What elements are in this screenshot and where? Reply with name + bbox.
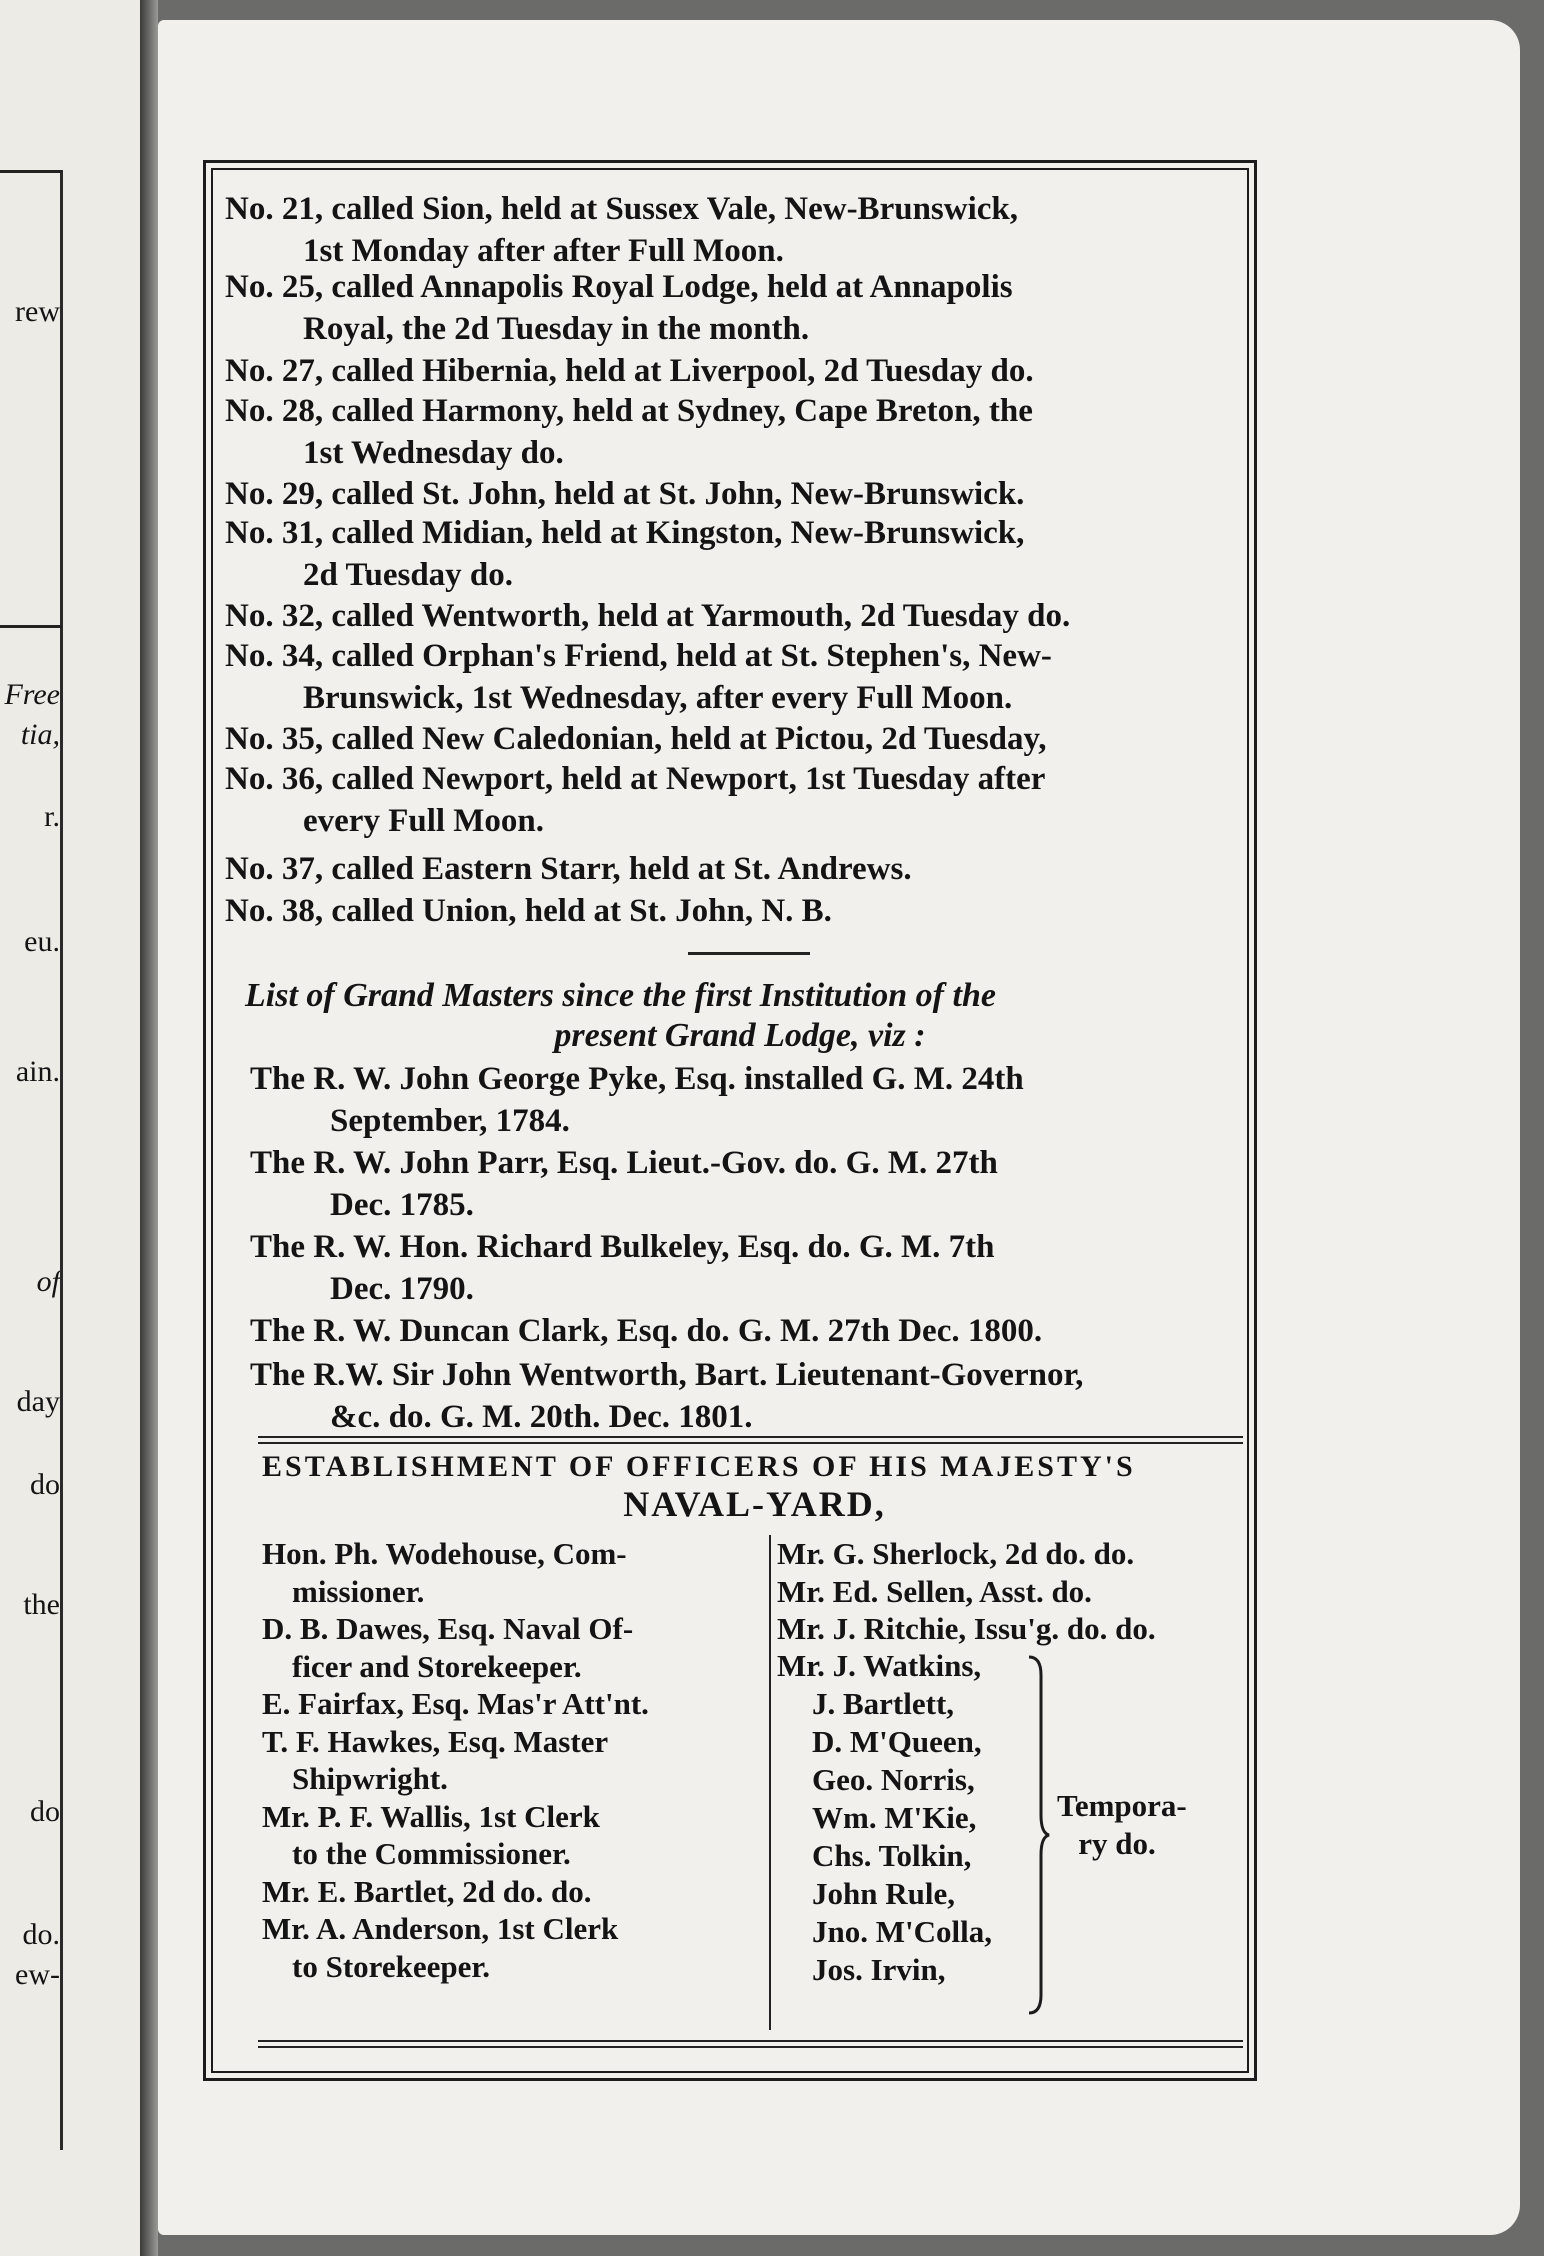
section-double-rule <box>258 1436 1243 1438</box>
officer-entry <box>262 1723 762 1798</box>
grand-master-entry <box>250 1310 1250 1352</box>
lodge-entry <box>225 350 1235 392</box>
left-page-rule <box>0 170 62 173</box>
grand-masters-heading <box>245 976 1235 1056</box>
column-divider <box>769 1535 771 2030</box>
left-page-fragment: tia, <box>20 718 60 751</box>
left-page-fragment: rew <box>15 295 60 328</box>
grand-master-continuation: September, 1784. <box>330 1103 570 1139</box>
officer-continuation: to the Commissioner. <box>292 1836 571 1871</box>
grand-master-line: The R. W. Duncan Clark, Esq. do. G. M. 27th Dec. 1800. <box>250 1313 1043 1349</box>
grand-master-entry <box>250 1058 1250 1142</box>
officer-line: Hon. Ph. Wodehouse, Com- <box>262 1536 627 1571</box>
lodge-entry-line: No. 21, called Sion, held at Sussex Vale, New-Brunswick, <box>225 191 1019 227</box>
grand-master-entry <box>250 1142 1250 1226</box>
officer-line: Mr. J. Ritchie, Issu'g. do. do. <box>777 1611 1156 1646</box>
temporary-officer: J. Bartlett, <box>812 1686 955 1721</box>
temporary-officer: Jos. Irvin, <box>812 1952 946 1987</box>
officer-line: E. Fairfax, Esq. Mas'r Att'nt. <box>262 1686 649 1721</box>
temporary-officer: Jno. M'Colla, <box>812 1914 992 1949</box>
book-gutter <box>140 0 158 2256</box>
lodge-entry <box>225 512 1235 596</box>
officer-entry <box>262 1873 762 1911</box>
grand-master-continuation: Dec. 1790. <box>330 1271 474 1307</box>
left-page-fragment: do <box>30 1468 60 1501</box>
lodge-entry-line: No. 29, called St. John, held at St. John, New-Brunswick. <box>225 476 1025 512</box>
lodge-entry-line: No. 36, called Newport, held at Newport, 1st Tuesday after <box>225 761 1046 797</box>
left-page-fragment: the <box>23 1588 60 1621</box>
left-page-fragment: ew- <box>15 1958 60 1991</box>
officer-line: T. F. Hawkes, Esq. Master <box>262 1723 609 1759</box>
lodge-entry-continuation: Royal, the 2d Tuesday in the month. <box>303 311 810 347</box>
lodge-entry <box>225 473 1235 515</box>
grand-masters-heading-line: present Grand Lodge, viz : <box>554 1017 926 1054</box>
curly-brace <box>1027 1655 1051 2015</box>
officer-entry <box>262 1610 762 1685</box>
left-page-fragment: of <box>36 1265 60 1298</box>
temporary-officer: Chs. Tolkin, <box>812 1838 972 1873</box>
officer-entry <box>262 1535 762 1610</box>
section-divider <box>688 952 810 955</box>
officer-continuation: to Storekeeper. <box>292 1948 491 1984</box>
bottom-double-rule <box>258 2040 1243 2042</box>
grand-master-line: The R. W. John George Pyke, Esq. installed G. M. 24th <box>250 1061 1024 1097</box>
officer-line: Mr. A. Anderson, 1st Clerk <box>262 1911 619 1946</box>
left-page-fragment: Free <box>4 678 60 711</box>
grand-master-line: The R.W. Sir John Wentworth, Bart. Lieutenant-Governor, <box>250 1357 1084 1393</box>
grand-masters-heading-line: List of Grand Masters since the first Institution of the <box>245 977 996 1014</box>
lodge-entry <box>225 595 1235 637</box>
left-page-edge <box>0 0 140 2256</box>
grand-master-line: The R. W. John Parr, Esq. Lieut.-Gov. do. G. M. 27th <box>250 1145 998 1181</box>
officers-table <box>262 1535 1247 2035</box>
lodge-entry <box>225 718 1235 760</box>
temporary-officer: Mr. J. Watkins, <box>777 1648 982 1683</box>
left-page-rule <box>0 625 62 628</box>
lodge-entry-line: No. 31, called Midian, held at Kingston, New-Brunswick, <box>225 515 1025 551</box>
temporary-officer: Geo. Norris, <box>812 1762 975 1797</box>
lodge-entry-continuation: 1st Monday after after Full Moon. <box>303 233 784 269</box>
officer-line: Mr. G. Sherlock, 2d do. do. <box>777 1536 1135 1571</box>
lodge-entry <box>225 188 1235 272</box>
officer-continuation: ficer and Storekeeper. <box>292 1648 582 1684</box>
lodge-entry-line: No. 37, called Eastern Starr, held at St. Andrews. <box>225 851 912 887</box>
temporary-officer: D. M'Queen, <box>812 1724 982 1759</box>
grand-master-continuation: Dec. 1785. <box>330 1187 474 1223</box>
officers-right-column <box>777 1535 1247 1648</box>
officer-line: Mr. P. F. Wallis, 1st Clerk <box>262 1798 600 1834</box>
grand-master-line: The R. W. Hon. Richard Bulkeley, Esq. do. G. M. 7th <box>250 1229 995 1265</box>
establishment-subheading: NAVAL-YARD, <box>623 1484 886 1524</box>
lodge-entry-line: No. 28, called Harmony, held at Sydney, Cape Breton, the <box>225 393 1033 429</box>
temporary-officer: Wm. M'Kie, <box>812 1800 977 1835</box>
officer-continuation: Shipwright. <box>292 1761 448 1796</box>
officer-line: D. B. Dawes, Esq. Naval Of- <box>262 1611 634 1646</box>
lodge-entry <box>225 758 1235 842</box>
lodge-entry <box>225 390 1235 474</box>
lodge-entry <box>225 266 1235 350</box>
officer-continuation: missioner. <box>292 1573 425 1609</box>
lodge-entry-continuation: 2d Tuesday do. <box>303 557 514 593</box>
lodge-entry-line: No. 38, called Union, held at St. John, N. B. <box>225 893 832 929</box>
left-page-fragment: ain. <box>15 1055 60 1088</box>
lodge-entry <box>225 890 1235 932</box>
establishment-heading: ESTABLISHMENT OF OFFICERS OF HIS MAJESTY'S <box>262 1450 1136 1483</box>
grand-master-entry <box>250 1354 1250 1438</box>
left-column-rule <box>60 170 63 2150</box>
temporary-officers-list <box>777 1647 1037 1989</box>
lodge-entry-line: No. 25, called Annapolis Royal Lodge, held at Annapolis <box>225 269 1013 305</box>
lodge-entry <box>225 848 1235 890</box>
temporary-label <box>1057 1787 1187 1863</box>
lodge-entry-continuation: every Full Moon. <box>303 803 545 839</box>
left-page-fragment: day <box>16 1385 60 1418</box>
temporary-label-line: Tempora- <box>1057 1788 1187 1823</box>
lodge-entry-line: No. 34, called Orphan's Friend, held at St. Stephen's, New- <box>225 638 1052 674</box>
temporary-officer: John Rule, <box>812 1876 955 1911</box>
lodge-entry <box>225 635 1235 719</box>
left-page-fragment: r. <box>44 800 60 833</box>
lodge-entry-continuation: Brunswick, 1st Wednesday, after every Full Moon. <box>303 680 1013 716</box>
lodge-entry-line: No. 35, called New Caledonian, held at Pictou, 2d Tuesday, <box>225 721 1047 757</box>
left-page-fragment: eu. <box>24 925 60 958</box>
lodge-entry-line: No. 27, called Hibernia, held at Liverpool, 2d Tuesday do. <box>225 353 1034 389</box>
lodge-entry-line: No. 32, called Wentworth, held at Yarmouth, 2d Tuesday do. <box>225 598 1071 634</box>
grand-master-entry <box>250 1226 1250 1310</box>
officer-line: Mr. Ed. Sellen, Asst. do. <box>777 1573 1092 1609</box>
left-page-fragment: do. <box>22 1918 60 1951</box>
officer-entry <box>262 1685 762 1723</box>
officer-line: Mr. E. Bartlet, 2d do. do. <box>262 1873 592 1909</box>
temporary-label-line: ry do. <box>1078 1826 1156 1861</box>
officers-left-column <box>262 1535 762 1985</box>
grand-master-continuation: &c. do. G. M. 20th. Dec. 1801. <box>330 1399 753 1435</box>
lodge-entry-continuation: 1st Wednesday do. <box>303 435 564 471</box>
officer-entry <box>262 1798 762 1873</box>
officer-entry <box>262 1910 762 1985</box>
left-page-fragment: do <box>30 1795 60 1828</box>
